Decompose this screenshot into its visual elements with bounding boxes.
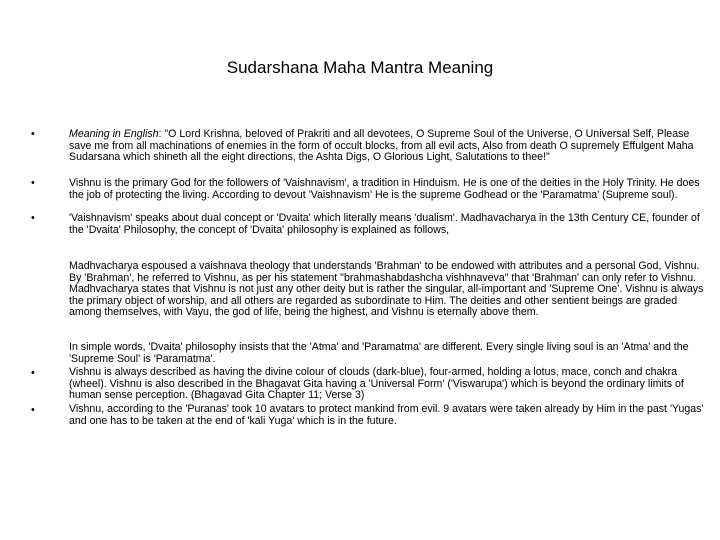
bullet-marker: •: [31, 128, 35, 140]
madhvacharya-paragraph: Madhvacharya espoused a vaishnava theology that understands 'Brahman' to be endowed with attributes and a personal God, Vishnu. By 'Brahman', he referred to Vishnu, as per his statement "brahmashabdashcha vishhnaveva" that 'Brahman' can only refer to Vishnu. Madhvacharya states that Vishnu is not just any other deity but is rather the singular, all-important and 'Supreme One'. Vishnu is always the primary object of worship, and all others are regarded as subordinate to Him. The deities and other sentient beings are graded among themselves, with Vayu, the god of life, being the highest, and Vishnu is eternally above them.: [69, 260, 704, 319]
meaning-in-english-bullet: [69, 129, 705, 164]
vishnu-form-bullet: Vishnu is always described as having the divine colour of clouds (dark-blue), four-armed, holding a lotus, mace, conch and chakra (wheel). Vishnu is also described in the Bhagavat Gita having a 'Universal Form' ('Viswarupa') which is beyond the ordinary limits of human sense perception. (Bhagavad Gita Chapter 11; Verse 3): [69, 366, 684, 402]
vaishnavism-dvaita-bullet: 'Vaishnavism' speaks about dual concept or 'Dvaita' which literally means 'dualism'. Madhavacharya in the 13th Century CE, founder of the 'Dvaita' Philosophy, the concept of 'Dvaita' philosophy is explained as follows,: [69, 212, 700, 236]
bullet-marker: •: [31, 367, 35, 379]
vishnu-avatars-bullet: Vishnu, according to the 'Puranas' took 10 avatars to protect mankind from evil. 9 avatars were taken already by Him in the past 'Yugas' and one has to be taken at the end of 'kali Yuga' which is in the future.: [69, 403, 704, 427]
slide-title: Sudarshana Maha Mantra Meaning: [226, 58, 494, 77]
meaning-label: Meaning in English: [69, 128, 159, 140]
bullet-marker: •: [31, 177, 35, 189]
vishnu-primary-god-bullet: Vishnu is the primary God for the followers of 'Vaishnavism', a tradition in Hinduism. He is one of the deities in the Holy Trinity. He does the job of protecting the living. According to devout 'Vaishnavism' He is the supreme Godhead or the 'Paramatma' (Supreme soul).: [69, 177, 700, 201]
dvaita-simple-words-paragraph: In simple words, 'Dvaita' philosophy insists that the 'Atma' and 'Paramatma' are different. Every single living soul is an 'Atma' and the 'Supreme Soul' is 'Paramatma'.: [69, 341, 689, 365]
bullet-marker: •: [31, 212, 35, 224]
meaning-text: : "O Lord Krishna, beloved of Prakriti and all devotees, O Supreme Soul of the Universe, O Universal Self, Please save me from all machinations of enemies in the form of occult blocks, from all evil acts, Also from death O supremely Effulgent Maha Sudarsana which shineth all the eight directions, the Ashta Digs, O Glorious Light, Salutations to thee!": [69, 128, 694, 164]
bullet-marker: •: [31, 404, 35, 416]
